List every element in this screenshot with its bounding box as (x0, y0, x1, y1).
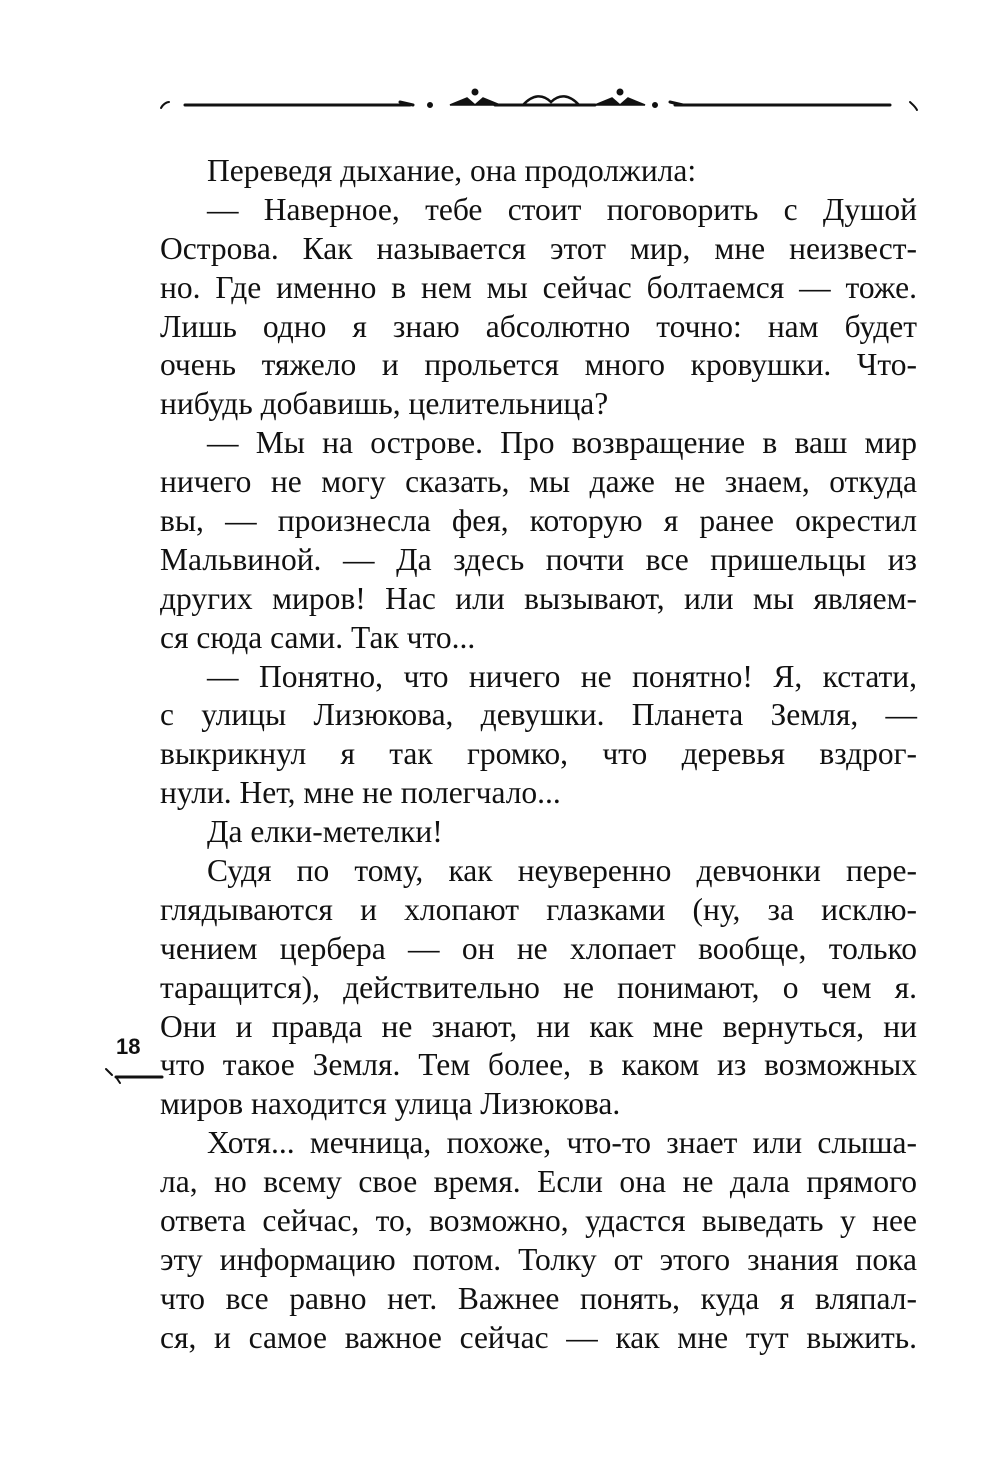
text-line: Мальвиной. — Да здесь почти все пришельцы из (160, 541, 917, 577)
text-line: эту информацию потом. Толку от этого знания пока (160, 1241, 917, 1277)
paragraph (160, 424, 917, 657)
text-line: Острова. Как называется этот мир, мне неизвест- (160, 230, 917, 266)
text-line: ничего не могу сказать, мы даже не знаем, откуда (160, 464, 917, 500)
text-line: глядываются и хлопают глазками (ну, за исклю- (160, 891, 917, 927)
text-line: Хотя... мечница, похоже, что-то знает или слыша- (207, 1125, 917, 1161)
text-line: Судя по тому, как неуверенно девчонки пере- (207, 853, 917, 889)
text-line: вы, — произнесла фея, которую я ранее окрестил (160, 503, 917, 539)
text-line: других миров! Нас или вызывают, или мы являем- (160, 580, 917, 616)
text-line: что все равно нет. Важнее понять, куда я вляпал- (160, 1280, 917, 1316)
text-line: нули. Нет, мне не полегчало... (160, 775, 561, 811)
page-number: 18 (116, 1034, 141, 1059)
body-text (160, 152, 917, 1358)
paragraph (160, 658, 917, 814)
text-line: но. Где именно в нем мы сейчас болтаемся — тоже. (160, 269, 917, 305)
text-line: очень тяжело и прольется много кровушки. Что- (160, 347, 917, 383)
paragraph (160, 152, 917, 191)
paragraph (160, 852, 917, 1124)
text-line: выкрикнул я так громко, что деревья вздрог- (160, 736, 917, 772)
text-line: Они и правда не знают, ни как мне вернуться, ни (160, 1008, 917, 1044)
text-line: таращится), действительно не понимают, о чем я. (160, 969, 917, 1005)
paragraph (160, 191, 917, 424)
paragraph (160, 813, 917, 852)
footer-ornament (104, 1063, 164, 1085)
text-line: нибудь добавишь, целительница? (160, 386, 609, 422)
text-line: Переведя дыхание, она продолжила: (207, 153, 697, 188)
text-line: — Мы на острове. Про возвращение в ваш мир (207, 425, 917, 461)
text-line: Да елки-метелки! (207, 814, 443, 850)
text-line: чением цербера — он не хлопает вообще, только (160, 930, 917, 966)
text-line: с улицы Лизюкова, девушки. Планета Земля, — (160, 697, 917, 733)
text-line: — Наверное, тебе стоит поговорить с Душой (207, 191, 917, 227)
text-line: ответа сейчас, то, возможно, удастся выведать у нее (160, 1203, 917, 1239)
header-ornament (155, 78, 925, 128)
text-line: — Понятно, что ничего не понятно! Я, кстати, (207, 658, 917, 694)
text-line: ся, и самое важное сейчас — как мне тут выжить. (160, 1319, 917, 1355)
text-line: что такое Земля. Тем более, в каком из возможных (160, 1047, 917, 1083)
text-line: Лишь одно я знаю абсолютно точно: нам будет (160, 308, 917, 344)
text-line: миров находится улица Лизюкова. (160, 1086, 621, 1122)
text-line: ла, но всему свое время. Если она не дала прямого (160, 1164, 917, 1200)
paragraph (160, 1124, 917, 1357)
text-line: ся сюда сами. Так что... (160, 619, 476, 655)
